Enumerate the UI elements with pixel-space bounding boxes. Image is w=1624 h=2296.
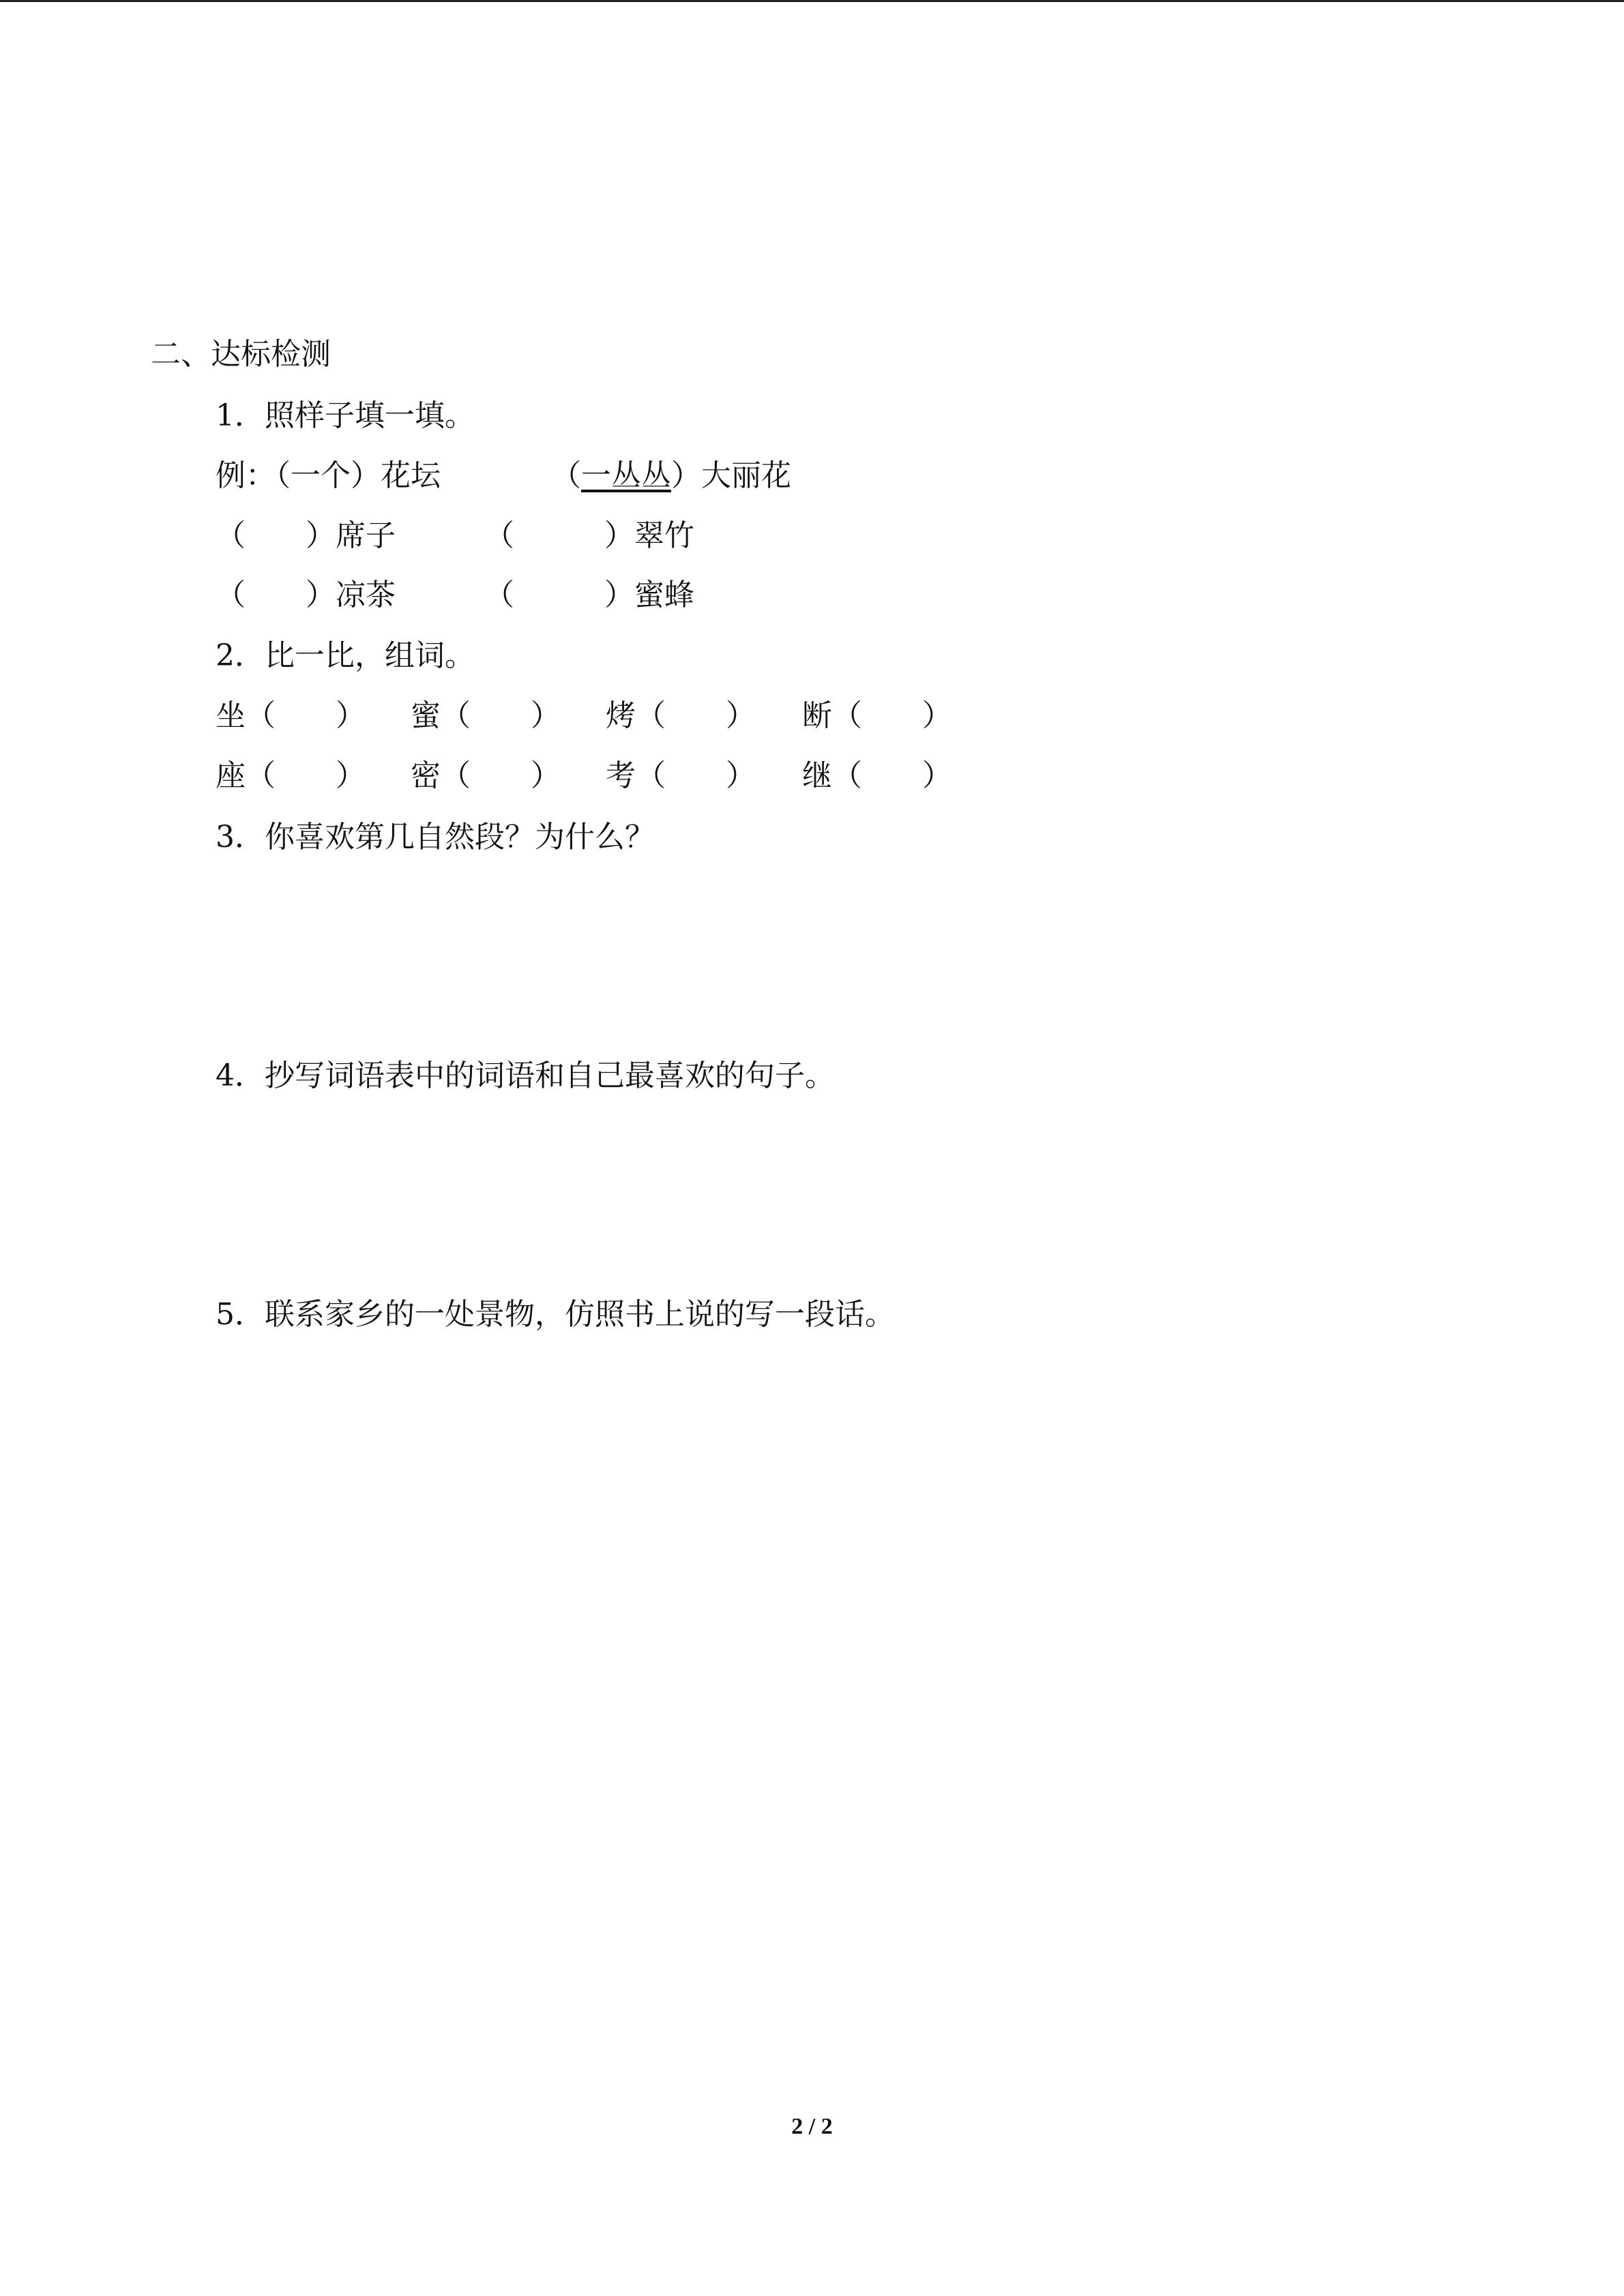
question-3-prompt: 3．你喜欢第几自然段？为什么？: [216, 820, 655, 854]
page-number: 2 / 2: [791, 2114, 833, 2139]
example-a: （一个）花坛: [276, 458, 441, 493]
question-1-prompt: 1．照样子填一填。: [216, 398, 475, 433]
example-b-rest: ）大丽花: [671, 458, 791, 493]
example-label: 例：: [216, 458, 276, 493]
q2-row2-item2: 密（ ）: [411, 758, 561, 793]
q2-row1-item4: 断（ ）: [802, 698, 952, 733]
example-b-fill: 一丛丛: [581, 458, 671, 493]
page-top-border: [0, 0, 1624, 2]
question-2-prompt: 2．比一比，组词。: [216, 638, 475, 673]
q1-row1-item1: （ ）席子: [216, 518, 396, 553]
question-1-example-b: [551, 457, 791, 495]
example-b-open: （: [551, 458, 581, 493]
question-5-prompt: 5．联系家乡的一处景物，仿照书上说的写一段话。: [216, 1297, 895, 1332]
question-1-example: [216, 457, 441, 495]
q2-row1-item1: 坐（ ）: [216, 698, 366, 733]
q2-row2-item3: 考（ ）: [606, 758, 756, 793]
q2-row2-item4: 继（ ）: [802, 758, 952, 793]
q2-row2-item1: 座（ ）: [216, 758, 366, 793]
question-4-prompt: 4．抄写词语表中的词语和自己最喜欢的句子。: [216, 1058, 835, 1093]
q1-row1-item2: （ ）翠竹: [484, 518, 694, 553]
q2-row1-item3: 烤（ ）: [606, 698, 756, 733]
q2-row1-item2: 蜜（ ）: [411, 698, 561, 733]
q1-row2-item2: （ ）蜜蜂: [484, 578, 694, 612]
section-title: 二、达标检测: [151, 337, 331, 372]
q1-row2-item1: （ ）凉茶: [216, 578, 396, 612]
